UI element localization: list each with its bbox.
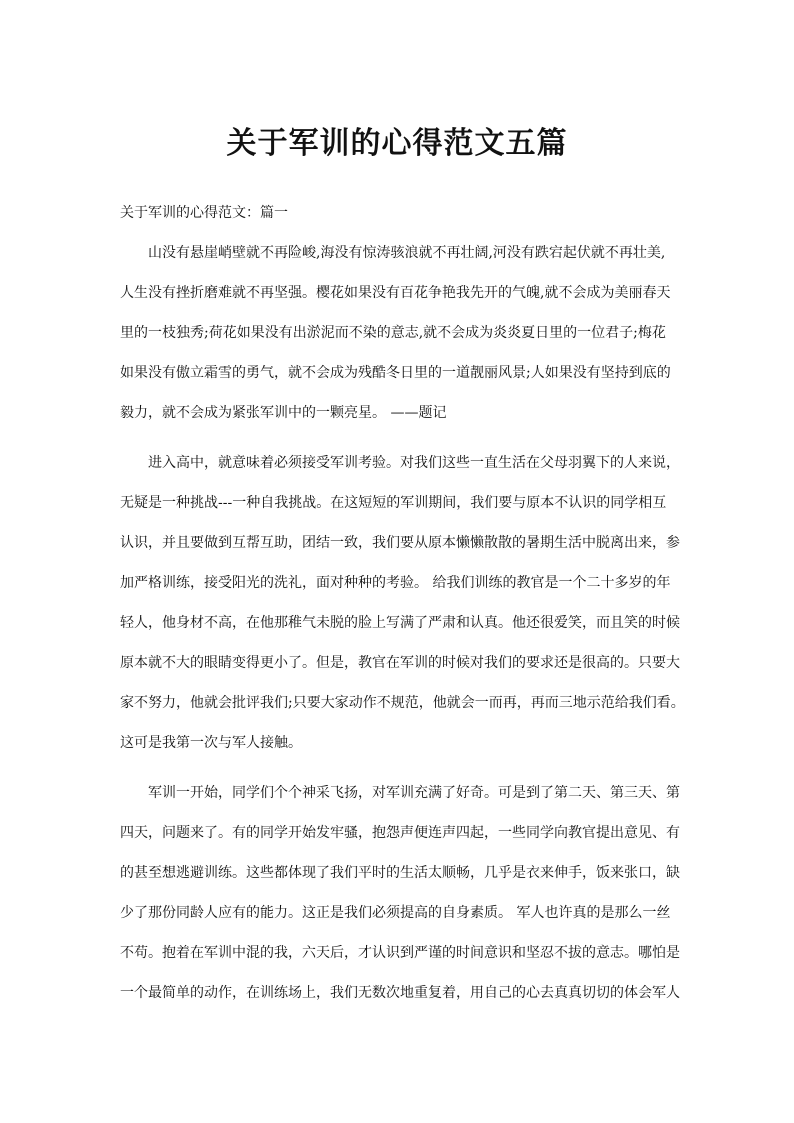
paragraph-line: 进入高中，就意味着必须接受军训考验。对我们这些一直生活在父母羽翼下的人来说， [148,455,680,471]
paragraph-line: 的甚至想逃避训练。这些都体现了我们平时的生活太顺畅，几乎是衣来伸手，饭来张口，缺 [120,865,680,881]
paragraph-line: 如果没有傲立霜雪的勇气，就不会成为残酷冬日里的一道靓丽风景;人如果没有坚持到底的 [120,365,671,381]
paragraph-line: 无疑是一种挑战---一种自我挑战。在这短短的军训期间，我们要与原本不认识的同学相互 [120,495,667,511]
paragraph-line: 认识，并且要做到互帮互助，团结一致，我们要从原本懒懒散散的暑期生活中脱离出来，参 [120,535,680,551]
paragraph-line: 这可是我第一次与军人接触。 [120,735,302,751]
document-title: 关于军训的心得范文五篇 [226,126,568,161]
paragraph-2 [120,453,686,773]
paragraph-line: 不苟。抱着在军训中混的我，六天后，才认识到严谨的时间意识和坚忍不拔的意志。哪怕是 [120,945,680,961]
paragraph-line: 里的一枝独秀;荷花如果没有出淤泥而不染的意志,就不会成为炎炎夏日里的一位君子;梅花 [120,325,666,341]
paragraph-line: 四天，问题来了。有的同学开始发牢骚，抱怨声便连声四起，一些同学向教官提出意见、有 [120,825,680,841]
paragraph-line: 山没有悬崖峭壁就不再险峻,海没有惊涛骇浪就不再壮阔,河没有跌宕起伏就不再壮美, [148,245,666,261]
paragraph-line: 一个最简单的动作，在训练场上，我们无数次地重复着，用自己的心去真真切切的体会军人 [120,985,680,1001]
paragraph-line: 轻人，他身材不高，在他那稚气未脱的脸上写满了严肃和认真。他还很爱笑，而且笑的时候 [120,615,680,631]
paragraph-line: 少了那份同龄人应有的能力。这正是我们必须提高的自身素质。 军人也许真的是那么一丝 [120,905,671,921]
paragraph-line: 加严格训练，接受阳光的洗礼，面对种种的考验。 给我们训练的教官是一个二十多岁的年 [120,575,671,591]
paragraph-line: 家不努力，他就会批评我们;只要大家动作不规范，他就会一而再，再而三地示范给我们看。 [120,695,685,711]
paragraph-line: 人生没有挫折磨难就不再坚强。樱花如果没有百花争艳我先开的气魄,就不会成为美丽春天 [120,285,671,301]
paragraph-1 [120,243,686,443]
paragraph-line: 原本就不大的眼睛变得更小了。但是，教官在军训的时候对我们的要求还是很高的。只要大 [120,655,680,671]
paragraph-line: 毅力，就不会成为紧张军训中的一颗亮星。 ——题记 [120,405,447,421]
paragraph-line: 军训一开始，同学们个个神采飞扬，对军训充满了好奇。可是到了第二天、第三天、第 [148,785,680,801]
section-heading: 关于军训的心得范文：篇一 [120,205,288,221]
paragraph-3 [120,783,686,1023]
